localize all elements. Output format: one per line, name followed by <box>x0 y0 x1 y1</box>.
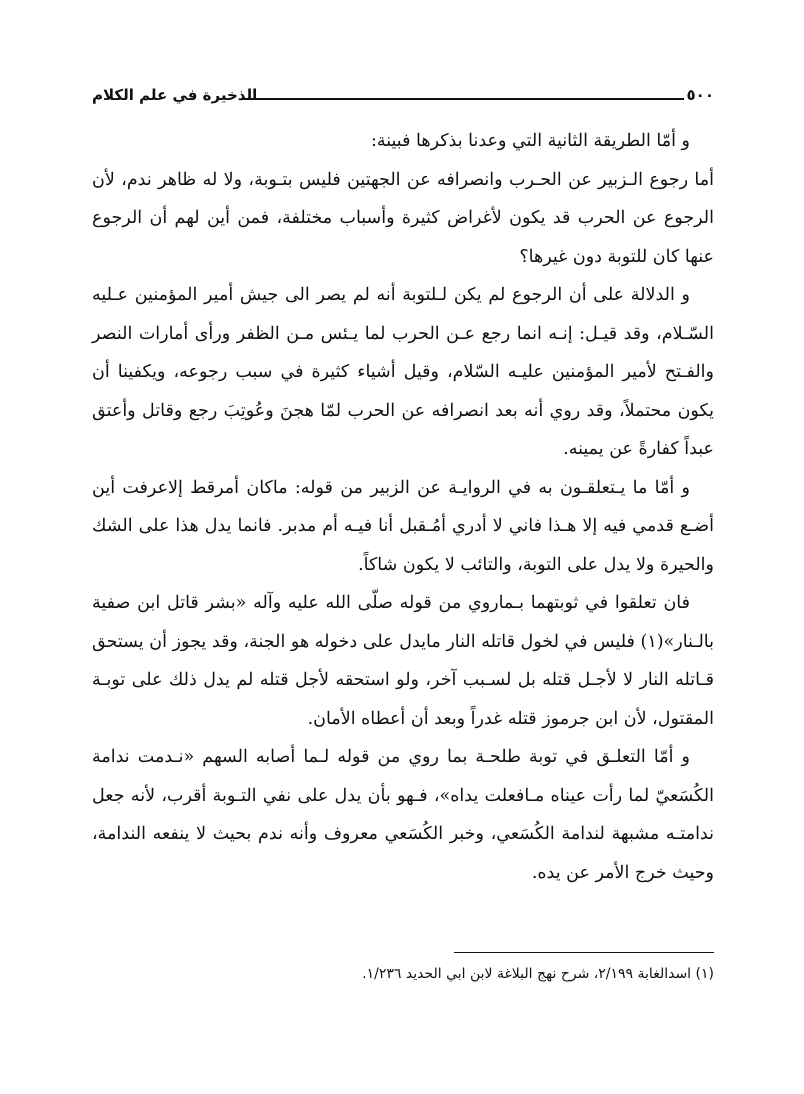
footnote-separator <box>454 952 714 953</box>
page <box>92 84 714 982</box>
paragraph: أما رجوع الـزبير عن الحـرب وانصرافه عن الجهتين فليس بتـوبة، ولا له ظاهر ندم، لأن الرجوع عن الحرب قد يكون لأغراض كثيرة وأسباب مختلفة، فمن أين لهم أن الرجوع عنها كان للتوبة دون غيرها؟ <box>92 169 714 267</box>
running-header <box>92 84 714 118</box>
paragraph: و أمّا ما يـتعلقـون به في الروايـة عن الزبير من قوله: ماكان أمرقط إلاعرفت أين أضـع قدمي فيه إلا هـذا فاني لا أدري أمُـقبل أنا فيـه أم مدبر. فانما يدل هذا على الشك والحيرة ولا يدل على التوبة، والتائب لا يكون شاكاً. <box>92 477 714 575</box>
header-rule <box>242 98 684 100</box>
paragraph: و أمّا الطريقة الثانية التي وعدنا بذكرها فبينة: <box>370 131 690 151</box>
paragraph: و الدلالة على أن الرجوع لم يكن لـلتوبة أنه لم يصر الى جيش أمير المؤمنين عـليه السّـلام، وقد قيـل: إنـه انما رجع عـن الحرب لما يـئس مـن الظفر ورأى أمارات النصر والفـتح لأمير المؤمنين عليـه السّلام، وقيل أشياء كثيرة في سبب رجوعه، ويكفينا أن يكون محتملاً، وقد روي أنه بعد انصرافه عن الحرب لمّا هجنَ وعُوتِبَ رجع وقاتل وأعتق عبداً كفارةً عن يمينه. <box>92 285 714 459</box>
book-title: الذخيرة في علم الكلام <box>92 86 258 104</box>
page-number: ٥٠٠ <box>686 86 714 104</box>
footnote: (١) اسدالغابة ٢/١٩٩، شرح نهج البلاغة لابن ابي الحديد ١/٢٣٦. <box>362 966 714 982</box>
paragraph: و أمّا التعلـق في توبة طلحـة بما روي من قوله لـما أصابه السهم «نـدمت ندامة الكُسَعيّ لما رأت عيناه مـافعلت يداه»، فـهو بأن يدل على نفي التـوبة أقرب، لأنه جعل ندامتـه مشبهة لندامة الكُسَعي، وخبر الكُسَعي معروف وأنه ندم بحيث لا ينفعه الندامة، وحيث خرج الأمر عن يده. <box>92 747 714 883</box>
paragraph: فان تعلقوا في ثوبتهما بـماروي من قوله صلّى الله عليه وآله «بشر قاتل ابن صفية بالـنار»(١) فليس في لخول قاتله النار مايدل على دخوله هو الجنة، وقد يجوز أن يستحق قـاتله النار لا لأجـل قتله بل لسـبب آخر، ولو استحقه لأجل قتله لم يدل ذلك على توبـة المقتول، لأن ابن جرموز قتله غدراً وبعد أن أعطاه الأمان. <box>92 593 714 729</box>
body-text <box>92 122 714 892</box>
